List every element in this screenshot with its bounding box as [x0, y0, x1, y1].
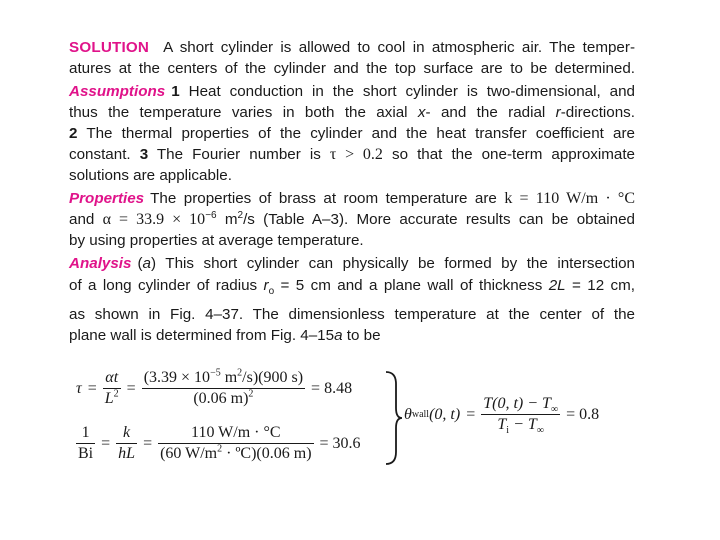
tau-symbol: τ [76, 379, 82, 397]
inverse-biot-fraction: $\frac{1}{Bi}$ [78, 424, 94, 462]
fourier-equation: τ = $\frac{\alpha t}{L^2}$ = $\frac{(3.39 \times 10^{-5} m^2/s)(900 s)}{(0.06 m)^2}$ = 8.48 [76, 367, 353, 407]
analysis-line-4: plane wall is determined from Fig. 4–15a to be [69, 327, 381, 344]
biot-equation: $\frac{1}{Bi}$ = $\frac{k}{hL}$ = $\frac{110 W/m \cdot ^\circ C}{(60 W/m^2 \cdot ºC)(0.06 m)}$ = 30.6 [78, 424, 361, 462]
solution-heading: SOLUTION [69, 39, 150, 56]
analysis-heading: Analysis [69, 255, 132, 272]
assumptions-line-2: thus the temperature varies in both the axial x- and the radial r-directions. [69, 104, 635, 121]
analysis-line-3: as shown in Fig. 4–37. The dimensionless temperature at the center of the [69, 306, 635, 323]
assumptions-line-5: solutions are applicable. [69, 167, 232, 184]
theta-fraction: $\frac{T(0, t) - T_\infty}{T_i - T_\infty}$ [483, 395, 559, 437]
theta-symbol: θ [404, 405, 412, 423]
properties-heading: Properties [69, 190, 145, 207]
theta-result: = 0.8 [566, 405, 600, 423]
assumptions-heading: Assumptions [69, 83, 166, 100]
k-over-hl-fraction: $\frac{k}{hL}$ [118, 424, 136, 462]
assumptions-line-1: Assumptions 1 Heat conduction in the short cylinder is two-dimensional, and [69, 83, 635, 100]
analysis-line-2: of a long cylinder of radius $r_o = 5$ cm and a plane wall of thickness 2L = 12 cm, [69, 277, 636, 298]
assumptions-line-4: constant. 3 The Fourier number is τ > 0.2 so that the one-term approximate [69, 146, 635, 163]
solution-line-1: SOLUTION A short cylinder is allowed to cool in atmospheric air. The temper- [69, 39, 635, 56]
analysis-line-1: Analysis (a) This short cylinder can physically be formed by the intersection [69, 255, 635, 272]
biot-value-fraction: $\frac{110 W/m \cdot ^\circ C}{(60 W/m^2 \cdot ºC)(0.06 m)}$ [160, 424, 312, 462]
assumptions-line-3: 2 The thermal properties of the cylinder and the heat transfer coefficient are [69, 125, 635, 142]
tau-value-fraction: $\frac{(3.39 \times 10^{-5} m^2/s)(900 s)}{(0.06 m)^2}$ [143, 367, 304, 407]
properties-line-3: by using properties at average temperature. [69, 232, 364, 249]
solution-line-2: atures at the centers of the cylinder and the top surface are to be determined. [69, 60, 635, 77]
theta-wall-equation: θ wall (0, t) = $\frac{T(0, t) - T_\infty}{T_i - T_\infty}$ = 0.8 [404, 395, 600, 437]
properties-line-1: Properties The properties of brass at room temperature are k = 110 W/m · °C [69, 190, 636, 207]
tau-result: = 8.48 [311, 379, 353, 397]
right-brace [384, 370, 404, 466]
properties-line-2: and $\alpha = 33.9 \times 10^{-6}$ $m^2/s$ (Table A–3). More accurate results can be obtained [69, 209, 636, 228]
tau-fraction: $\frac{\alpha t}{L^2}$ [104, 369, 119, 407]
biot-result: = 30.6 [319, 434, 361, 452]
